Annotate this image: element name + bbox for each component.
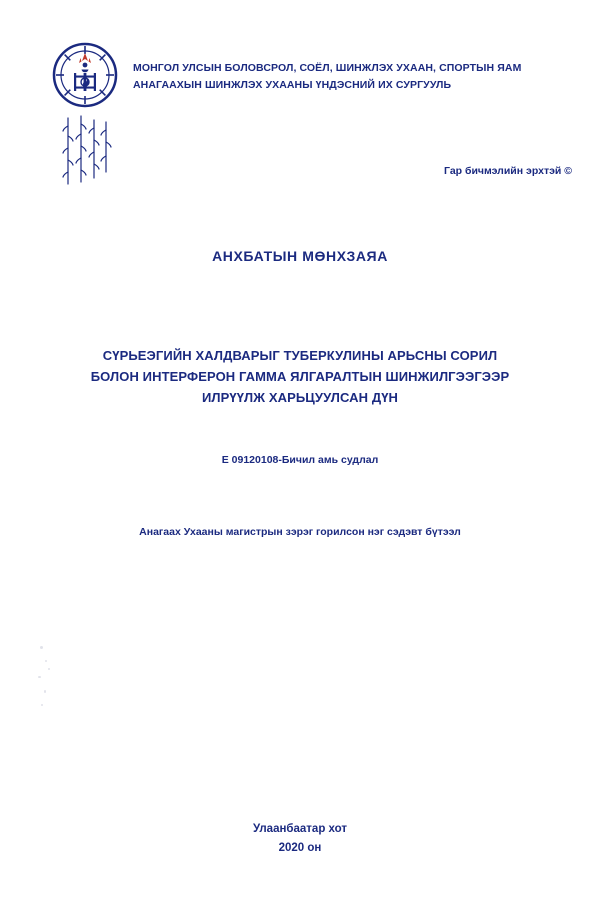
title-line-3: ИЛРҮҮЛЖ ХАРЬЦУУЛСАН ДҮН xyxy=(201,390,399,405)
city: Улаанбаатар хот xyxy=(252,823,348,835)
thesis-title xyxy=(0,345,600,408)
scan-speckle xyxy=(44,690,46,693)
ministry-line-2: АНАГААХЫН ШИНЖЛЭХ УХААНЫ ҮНДЭСНИЙ ИХ СУРГУУЛЬ xyxy=(133,79,452,91)
copyright-notice: Гар бичмэлийн эрхтэй © xyxy=(444,165,572,177)
scan-speckle xyxy=(40,646,43,649)
author-name: АНХБАТЫН МӨНХЗАЯА xyxy=(212,248,388,264)
scan-speckle xyxy=(48,668,50,670)
title-line-1: СҮРЬЕЭГИЙН ХАЛДВАРЫГ ТУБЕРКУЛИНЫ АРЬСНЫ СОРИЛ xyxy=(102,348,498,363)
program-code: E 09120108-Бичил амь судлал xyxy=(221,454,379,466)
scan-speckle xyxy=(45,660,47,662)
title-line-2: БОЛОН ИНТЕРФЕРОН ГАММА ЯЛГАРАЛТЫН ШИНЖИЛГЭЭГЭЭР xyxy=(90,369,510,384)
ministry-heading xyxy=(133,60,573,94)
scan-speckle xyxy=(38,676,41,678)
ministry-line-1: МОНГОЛ УЛСЫН БОЛОВСРОЛ, СОЁЛ, ШИНЖЛЭХ УХААН, СПОРТЫН ЯАМ xyxy=(133,62,522,74)
mongolian-vertical-script-icon xyxy=(56,112,116,192)
degree-statement: Анагаах Ухааны магистрын зэрэг горилсон нэг сэдэвт бүтээл xyxy=(139,526,461,538)
year: 2020 он xyxy=(278,842,322,854)
national-emblem-soyombo-icon xyxy=(52,42,118,108)
scan-speckle xyxy=(41,704,43,706)
document-header xyxy=(0,30,600,150)
publication-info xyxy=(0,820,600,858)
